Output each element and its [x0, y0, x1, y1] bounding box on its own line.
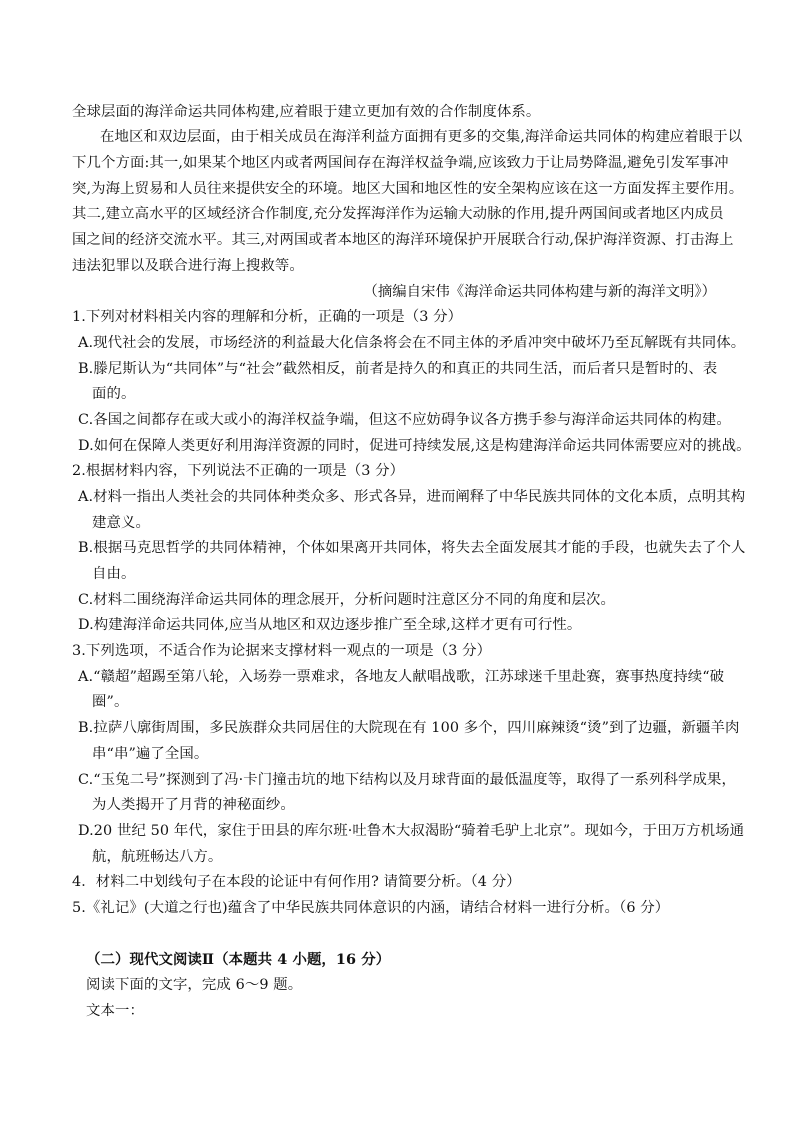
passage-line: 全球层面的海洋命运共同体构建,应着眼于建立更加有效的合作制度体系。: [72, 104, 541, 120]
question-1-stem: 1.下列对材料相关内容的理解和分析，正确的一项是（3 分）: [72, 309, 463, 325]
question-2-option-c: C.材料二围绕海洋命运共同体的理念展开，分析问题时注意区分不同的角度和层次。: [78, 592, 615, 608]
question-3-stem: 3.下列选项，不适合作为论据来支撑材料一观点的一项是（3 分）: [72, 643, 492, 659]
question-1-option-b: B.滕尼斯认为“共同体”与“社会”截然相反，前者是持久的和真正的共同生活，而后者只是暂时的、表: [78, 361, 718, 377]
question-5: 5.《礼记》(大道之行也)蕴含了中华民族共同体意识的内涵，请结合材料一进行分析。（6 分）: [72, 900, 670, 916]
text-one-label: 文本一：: [86, 1003, 144, 1019]
question-3-option-d: D.20 世纪 50 年代，家住于田县的库尔班·吐鲁木大叔渴盼“骑着毛驴上北京”。现如今，于田万方机场通: [78, 823, 745, 839]
question-3-option-b-cont: 串“串”遍了全国。: [92, 746, 209, 762]
question-1-option-d: D.如何在保障人类更好利用海洋资源的同时，促进可持续发展,这是构建海洋命运共同体需要应对的挑战。: [78, 438, 751, 454]
question-3-option-d-cont: 航，航班畅达八方。: [92, 849, 223, 865]
passage-line: 在地区和双边层面，由于相关成员在海洋利益方面拥有更多的交集,海洋命运共同体的构建应着眼于以: [100, 129, 743, 145]
passage-line: 突,为海上贸易和人员往来提供安全的环境。地区大国和地区性的安全架构应该在这一方面发挥主要作用。: [72, 181, 744, 197]
passage-line: 国之间的经济交流水平。其三,对两国或者本地区的海洋环境保护开展联合行动,保护海洋资源、打击海上: [72, 232, 734, 248]
section-heading: （二）现代文阅读Ⅱ（本题共 4 小题，16 分）: [86, 951, 391, 968]
question-4: 4．材料二中划线句子在本段的论证中有何作用? 请简要分析。（4 分）: [72, 874, 521, 890]
passage-line: 其二,建立高水平的区域经济合作制度,充分发挥海洋作为运输大动脉的作用,提升两国间或者地区内成员: [72, 206, 724, 222]
question-2-option-b: B.根据马克思哲学的共同体精神，个体如果离开共同体，将失去全面发展其才能的手段，也就失去了个人: [78, 540, 746, 556]
question-2-stem: 2.根据材料内容，下列说法不正确的一项是（3 分）: [72, 463, 405, 479]
question-3-option-b: B.拉萨八廓街周围，多民族群众共同居住的大院现在有 100 多个，四川麻辣烫“烫”到了边疆，新疆羊肉: [78, 720, 740, 736]
section-instruction: 阅读下面的文字，完成 6～9 题。: [86, 977, 303, 993]
question-1-option-a: A.现代社会的发展，市场经济的利益最大化信条将会在不同主体的矛盾冲突中破坏乃至瓦解既有共同体。: [78, 335, 746, 351]
question-3-option-a: A.“赣超”超踢至第八轮，入场券一票难求，各地友人献唱战歌，江苏球迷千里赴赛，赛事热度持续“破: [78, 669, 725, 685]
passage-line: 下几个方面:其一,如果某个地区内或者两国间存在海洋权益争端,应该致力于让局势降温,避免引发军事冲: [72, 155, 729, 171]
passage-line: 违法犯罪以及联合进行海上搜救等。: [72, 258, 304, 274]
question-1-option-c: C.各国之间都存在或大或小的海洋权益争端，但这不应妨碍争议各方携手参与海洋命运共同体的构建。: [78, 412, 731, 428]
passage-source: （摘编自宋伟《海洋命运共同体构建与新的海洋文明》）: [363, 284, 716, 300]
question-3-option-c: C.“玉兔二号”探测到了冯·卡门撞击坑的地下结构以及月球背面的最低温度等，取得了一系列科学成果，: [78, 772, 736, 788]
question-2-option-a: A.材料一指出人类社会的共同体种类众多、形式各异，进而阐释了中华民族共同体的文化本质，点明其构: [78, 489, 746, 505]
question-3-option-c-cont: 为人类揭开了月背的神秘面纱。: [92, 797, 295, 813]
question-2-option-b-cont: 自由。: [92, 566, 136, 582]
question-2-option-a-cont: 建意义。: [92, 515, 150, 531]
question-2-option-d: D.构建海洋命运共同体,应当从地区和双边逐步推广至全球,这样才更有可行性。: [78, 617, 582, 633]
question-1-option-b-cont: 面的。: [92, 386, 136, 402]
question-3-option-a-cont: 圈”。: [92, 694, 129, 710]
